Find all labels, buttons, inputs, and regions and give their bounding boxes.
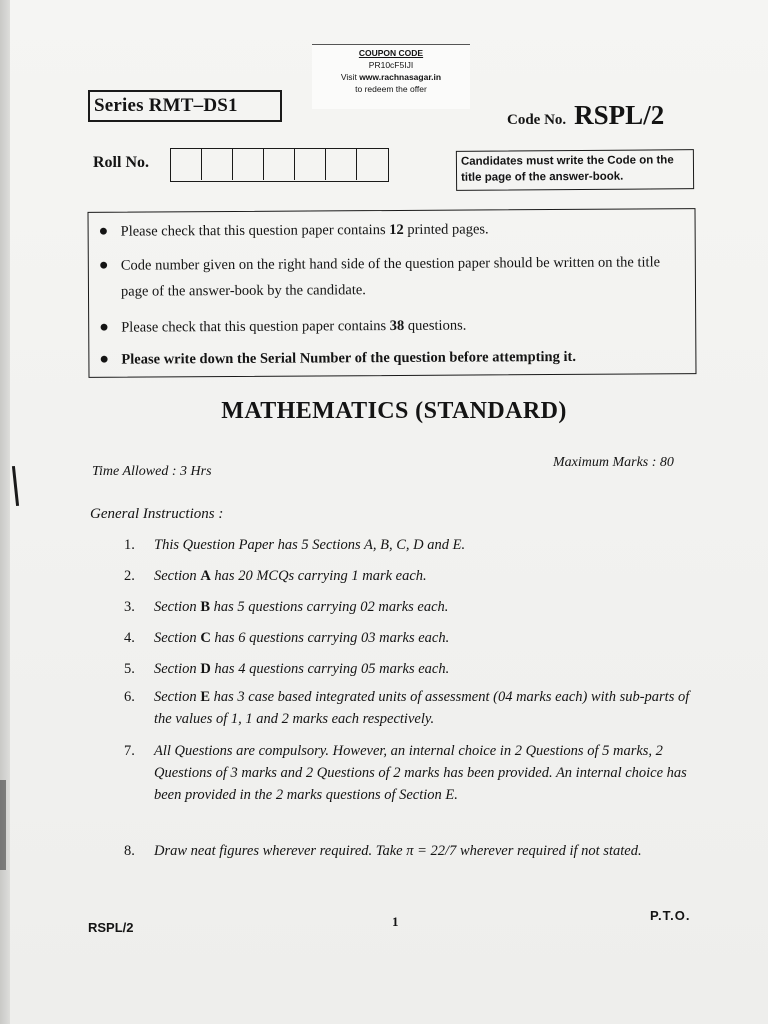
item-text	[154, 565, 702, 587]
item-text-part: Section	[154, 689, 201, 705]
roll-number-cell[interactable]	[326, 149, 357, 180]
general-instruction-item	[124, 686, 702, 730]
footer-code: RSPL/2	[88, 920, 134, 935]
candidate-note: Candidates must write the Code on the title page of the answer-book.	[456, 149, 694, 191]
instructions-box	[87, 208, 696, 378]
item-number: 3.	[124, 599, 135, 615]
item-text	[154, 596, 702, 618]
item-text-part: Section	[154, 568, 201, 584]
coupon-sticker	[312, 44, 470, 109]
coupon-visit-line	[312, 71, 470, 83]
subject-title: MATHEMATICS (STANDARD)	[221, 398, 567, 424]
roll-number-cell[interactable]	[295, 149, 326, 180]
item-number: 7.	[124, 743, 135, 759]
instruction-text-part: questions.	[404, 317, 467, 334]
item-number: 5.	[124, 661, 135, 677]
bullet-icon: ●	[98, 256, 109, 274]
instruction-text-part: Please check that this question paper contains	[121, 318, 390, 336]
instruction-text-bold: 38	[389, 317, 405, 335]
please-turn-over: P.T.O.	[650, 908, 691, 923]
instruction-item	[99, 249, 689, 305]
maximum-marks: Maximum Marks : 80	[553, 455, 674, 470]
instruction-text-bold: 12	[389, 221, 404, 239]
instruction-text-part: printed pages.	[403, 221, 489, 238]
page-number: 1	[392, 914, 399, 929]
instruction-item	[99, 311, 689, 341]
item-text-bold: C	[200, 630, 211, 646]
roll-number-cell[interactable]	[171, 149, 202, 180]
instruction-text-part: Code number given on the right hand side of the question paper should be written on the title page of the answer-book by the candidate.	[120, 254, 661, 300]
item-number: 1.	[124, 537, 135, 553]
item-text-part: Section	[154, 599, 201, 615]
general-instruction-item	[124, 596, 702, 618]
code-number	[507, 100, 664, 134]
general-instructions-heading: General Instructions :	[90, 506, 224, 522]
roll-number-cell[interactable]	[233, 149, 264, 180]
roll-number-boxes[interactable]	[170, 148, 389, 182]
item-text-part: has 4 questions carrying 05 marks each.	[210, 661, 450, 677]
general-instruction-item	[124, 740, 702, 806]
coupon-redeem: to redeem the offer	[355, 84, 427, 94]
item-text-part: Section	[154, 661, 201, 677]
coupon-code: PR10cF5IJI	[368, 60, 414, 70]
instruction-item	[99, 343, 689, 373]
coupon-visit-prefix: Visit	[340, 72, 360, 82]
time-allowed: Time Allowed : 3 Hrs	[92, 464, 212, 479]
general-instruction-item	[124, 565, 702, 587]
item-text-bold: D	[200, 661, 211, 677]
item-text-bold: A	[200, 568, 211, 584]
item-text-part: has 6 questions carrying 03 marks each.	[210, 630, 450, 646]
item-text: This Question Paper has 5 Sections A, B, C, D and E.	[154, 537, 466, 553]
general-instruction-item	[124, 840, 702, 862]
bullet-icon: ●	[98, 222, 109, 240]
item-text-bold: E	[200, 689, 210, 705]
code-label: Code No.	[507, 112, 567, 128]
general-instruction-item	[124, 658, 702, 680]
roll-number-cell[interactable]	[357, 149, 388, 180]
bullet-icon: ●	[99, 318, 109, 336]
general-instruction-item	[124, 534, 702, 556]
item-text: Draw neat figures wherever required. Take π = 22/7 wherever required if not stated.	[154, 843, 642, 859]
instruction-item	[99, 215, 689, 245]
item-number: 6.	[124, 689, 135, 705]
code-value: RSPL/2	[574, 100, 665, 130]
instruction-text	[121, 215, 689, 244]
roll-label: Roll No.	[93, 154, 149, 171]
item-text-bold: B	[200, 599, 210, 615]
roll-number-cell[interactable]	[202, 149, 233, 180]
item-text	[154, 627, 702, 649]
item-text: All Questions are compulsory. However, an internal choice in 2 Questions of 5 marks, 2 Questions of 3 marks and 2 Questions of 2 marks has been provided. An internal choice has been provided in the 2 marks questions of Section E.	[154, 743, 687, 803]
roll-number-cell[interactable]	[264, 149, 295, 180]
scan-mark	[0, 780, 6, 870]
item-number: 4.	[124, 630, 135, 646]
item-text-part: has 20 MCQs carrying 1 mark each.	[210, 568, 427, 584]
coupon-site: www.rachnasagar.in	[359, 72, 442, 82]
instruction-text	[121, 311, 689, 340]
instruction-text-part: Please check that this question paper contains	[120, 222, 390, 240]
item-text	[154, 686, 702, 730]
item-text-part: has 5 questions carrying 02 marks each.	[209, 599, 449, 615]
item-number: 8.	[124, 843, 135, 859]
item-text	[154, 658, 702, 680]
item-number: 2.	[124, 568, 135, 584]
instruction-text	[121, 249, 689, 304]
general-instruction-item	[124, 627, 702, 649]
series-box: Series RMT–DS1	[88, 90, 282, 122]
item-text-part: Section	[154, 630, 201, 646]
instruction-text: Please write down the Serial Number of the question before attempting it.	[121, 348, 577, 368]
bullet-icon: ●	[99, 350, 110, 368]
coupon-title: COUPON CODE	[358, 48, 424, 58]
item-text-part: has 3 case based integrated units of assessment (04 marks each) with sub-parts of the values of 1, 1 and 2 marks each respectively.	[154, 689, 690, 727]
